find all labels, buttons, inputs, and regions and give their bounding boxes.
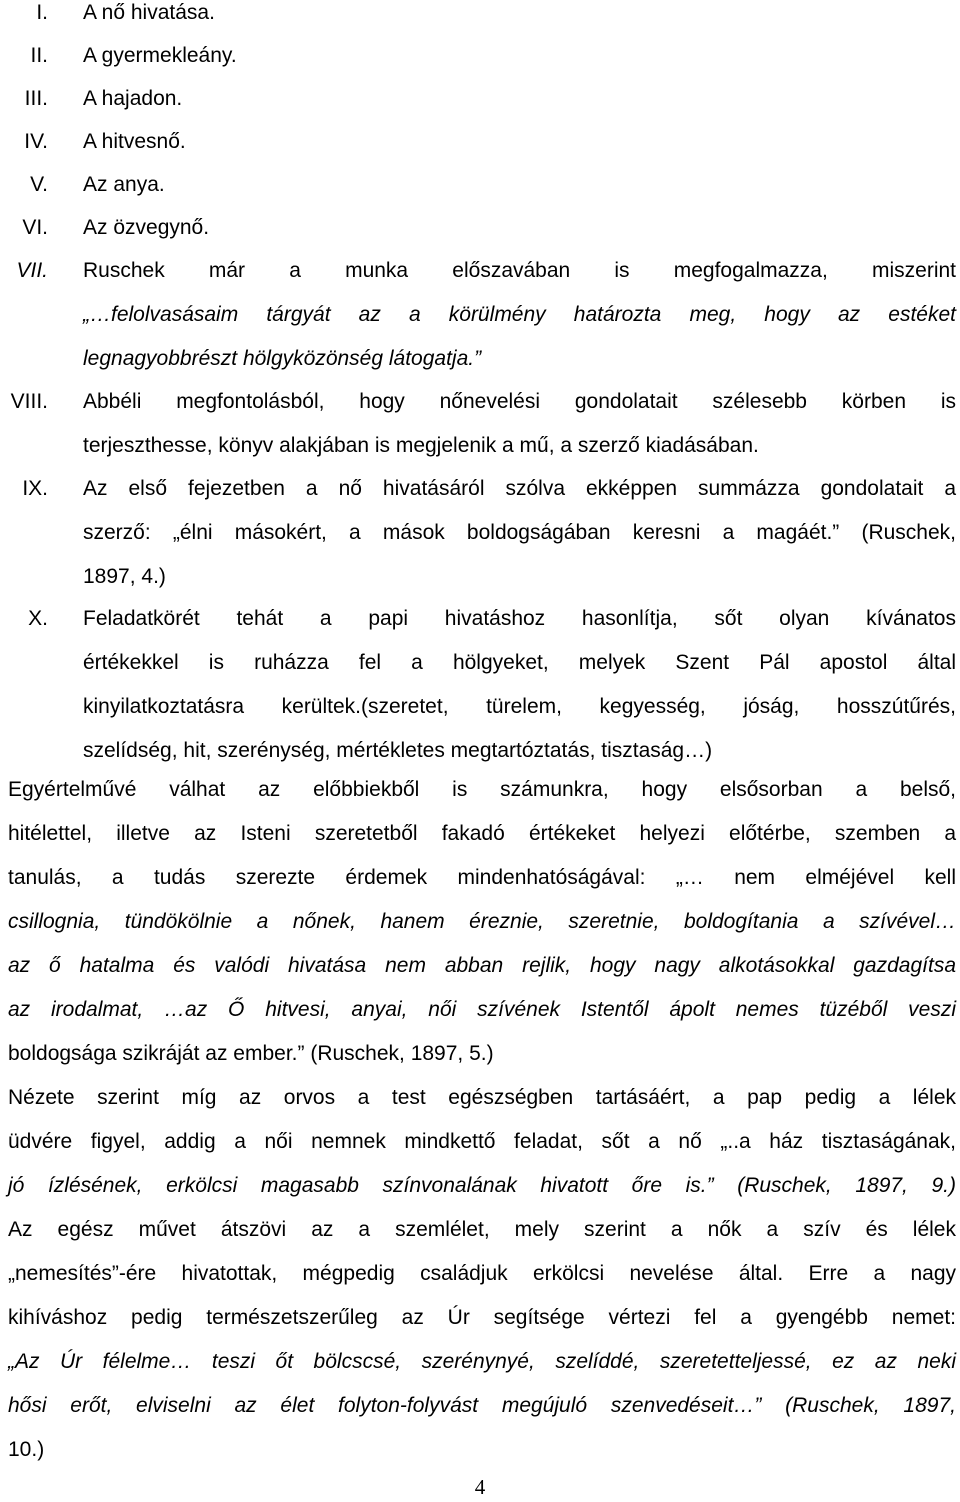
- body-text: [8, 768, 956, 1472]
- list-text: Az első fejezetben a nő hivatásáról szólva ekképpen summázza gondolatait a: [83, 477, 956, 500]
- list-numeral: VI.: [22, 216, 48, 239]
- list-text: értékekkel is ruházza fel a hölgyeket, melyek Szent Pál apostol által: [83, 651, 956, 674]
- list-text: Ruschek már a munka előszavában is megfogalmazza, miszerint: [83, 259, 956, 282]
- list-text: kinyilatkoztatásra kerültek.(szeretet, türelem, kegyesség, jóság, hosszútűrés,: [83, 695, 956, 718]
- paragraph-line: Egyértelművé válhat az előbbiekből is számunkra, hogy elsősorban a belső,: [8, 778, 956, 801]
- list-text: A hajadon.: [83, 87, 183, 110]
- list-text: A hitvesnő.: [83, 130, 186, 153]
- list-numeral: VIII.: [10, 390, 48, 413]
- quote-line: jó ízlésének, erkölcsi magasabb színvonalának hivatott őre is.” (Ruschek, 1897, 9.): [8, 1174, 956, 1197]
- quote-line: „Az Úr félelme… teszi őt bölcscsé, szerénynyé, szelíddé, szeretetteljessé, ez az neki: [8, 1350, 956, 1373]
- paragraph-line: üdvére figyel, addig a női nemnek mindkettő feladat, sőt a nő „..a ház tisztaságának,: [8, 1130, 956, 1153]
- quote-line: csillognia, tündökölnie a nőnek, hanem éreznie, szeretnie, boldogítania a szívével…: [8, 910, 956, 933]
- list-numeral: III.: [24, 87, 48, 110]
- list-text: Az özvegynő.: [83, 216, 210, 239]
- list-numeral: II.: [30, 44, 48, 67]
- paragraph-line: hitélettel, illetve az Isteni szeretetből fakadó értékeket helyezi előtérbe, szemben a: [8, 822, 956, 845]
- list-numeral: I.: [36, 1, 48, 24]
- list-text: A gyermekleány.: [83, 44, 237, 67]
- list-text: Az anya.: [83, 173, 165, 196]
- list-numeral: V.: [30, 173, 48, 196]
- paragraph-line: boldogsága szikráját az ember.” (Ruschek, 1897, 5.): [8, 1042, 494, 1065]
- list-numeral: X.: [28, 607, 48, 630]
- list-numeral: VII.: [16, 259, 48, 282]
- list-numeral: IV.: [24, 130, 48, 153]
- quote-line: az ő hatalma és valódi hivatása nem abban rejlik, hogy nagy alkotásokkal gazdagítsa: [8, 954, 956, 977]
- list-text: Feladatkörét tehát a papi hivatáshoz hasonlítja, sőt olyan kívánatos: [83, 607, 956, 630]
- quote-line: hősi erőt, elviselni az élet folyton-folyvást megújuló szenvedéseit…” (Ruschek, 1897,: [8, 1394, 956, 1417]
- paragraph-line: Az egész művet átszövi az a szemlélet, mely szerint a nők a szív és lélek: [8, 1218, 956, 1241]
- quote-text: „…felolvasásaim tárgyát az a körülmény határozta meg, hogy az estéket: [83, 303, 956, 326]
- page-number: 4: [474, 1475, 486, 1499]
- paragraph-line: Nézete szerint míg az orvos a test egészségben tartásáért, a pap pedig a lélek: [8, 1086, 956, 1109]
- list-text: A nő hivatása.: [83, 1, 215, 24]
- paragraph-line: „nemesítés”-ére hivatottak, mégpedig családjuk erkölcsi nevelése által. Erre a nagy: [8, 1262, 956, 1285]
- list-numeral: IX.: [22, 477, 48, 500]
- list-text: szerző: „élni másokért, a mások boldogságában keresni a magáét.” (Ruschek,: [83, 521, 956, 544]
- paragraph-line: 10.): [8, 1438, 45, 1461]
- paragraph-line: tanulás, a tudás szerezte érdemek mindenhatóságával: „… nem elméjével kell: [8, 866, 956, 889]
- paragraph-line: kihíváshoz pedig természetszerűleg az Úr segítsége vértezi fel a gyengébb nemet:: [8, 1306, 956, 1329]
- quote-text: legnagyobbrészt hölgyközönség látogatja.”: [83, 347, 482, 370]
- list-text: Abbéli megfontolásból, hogy nőnevelési gondolatait szélesebb körben is: [83, 390, 956, 413]
- quote-line: az irodalmat, …az Ő hitvesi, anyai, női szívének Istentől ápolt nemes tüzéből veszi: [8, 998, 956, 1021]
- list-text: 1897, 4.): [83, 565, 166, 588]
- list-text: szelídség, hit, szerénység, mértékletes megtartóztatás, tisztaság…): [83, 739, 713, 762]
- list-text: terjeszthesse, könyv alakjában is megjelenik a mű, a szerző kiadásában.: [83, 434, 759, 457]
